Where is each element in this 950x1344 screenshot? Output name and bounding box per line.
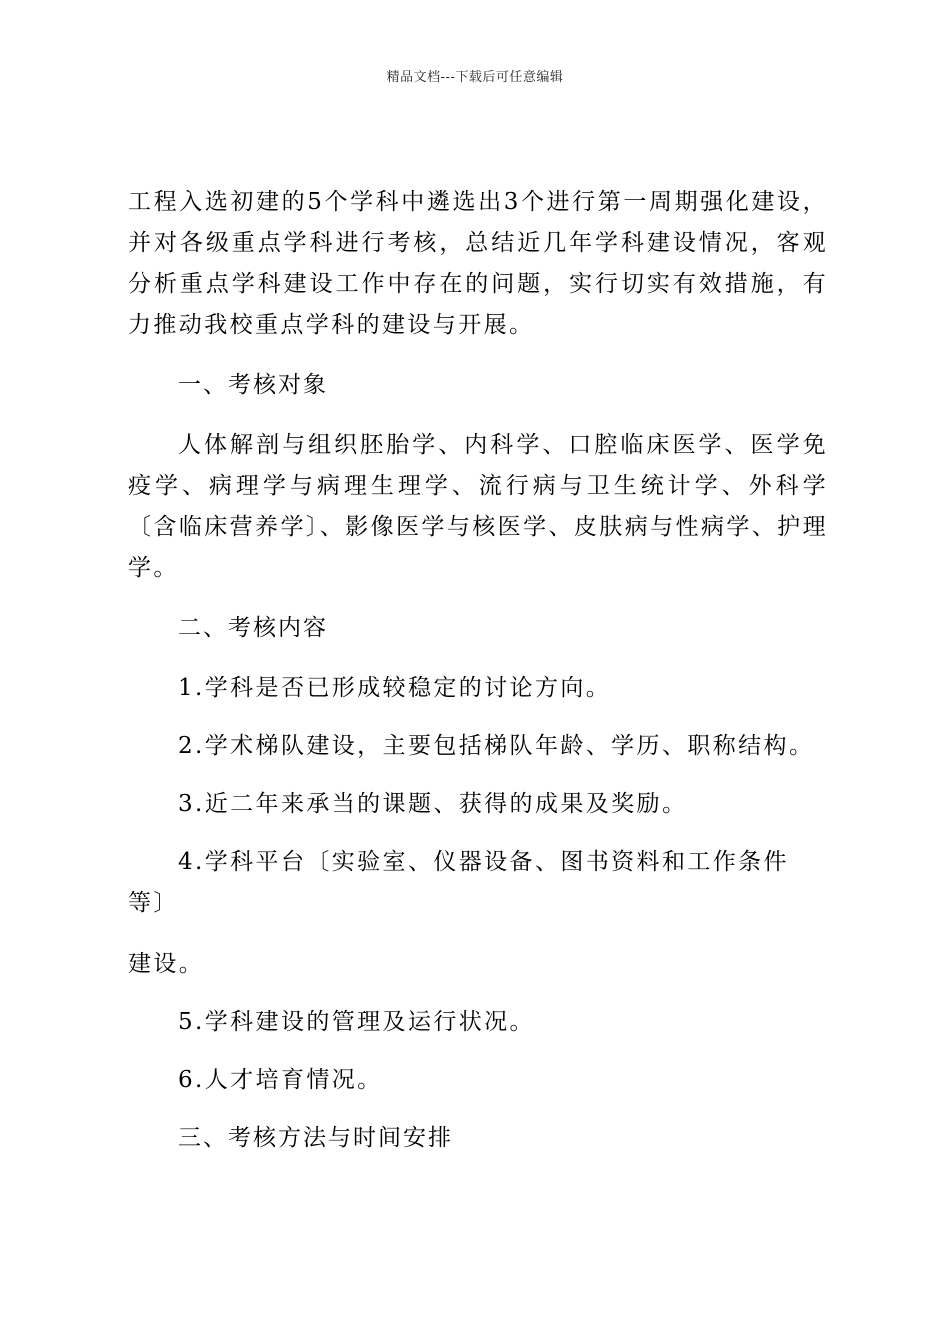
page-header: 精品文档---下载后可任意编辑 bbox=[386, 70, 564, 85]
list-item: 5.学科建设的管理及运行状况。 bbox=[178, 1009, 535, 1035]
section-heading-1: 一、考核对象 bbox=[178, 372, 328, 398]
intro-paragraph: 工程入选初建的5个学科中遴选出3个进行第一周期强化建设，并对各级重点学科进行考核，总结近几年学科建设情况，客观分析重点学科建设工作中存在的问题，实行切实有效措施，有力推动我校重点学科的建设与开展。 bbox=[128, 189, 828, 338]
list-item: 4.学科平台〔实验室、仪器设备、图书资料和工作条件等〕 bbox=[128, 849, 789, 916]
section-heading-3: 三、考核方法与时间安排 bbox=[178, 1125, 453, 1151]
document-body bbox=[128, 182, 828, 1178]
list-item: 6.人才培育情况。 bbox=[178, 1067, 383, 1093]
list-item-continuation: 建设。 bbox=[128, 951, 205, 977]
list-item: 3.近二年来承当的课题、获得的成果及奖励。 bbox=[178, 791, 688, 817]
section-1-body: 人体解剖与组织胚胎学、内科学、口腔临床医学、医学免疫学、病理学与病理生理学、流行病与卫生统计学、外科学〔含临床营养学〕、影像医学与核医学、皮肤病与性病学、护理学。 bbox=[128, 432, 828, 581]
list-item: 1.学科是否已形成较稳定的讨论方向。 bbox=[178, 675, 612, 701]
section-heading-2: 二、考核内容 bbox=[178, 615, 328, 641]
list-item: 2.学术梯队建设，主要包括梯队年龄、学历、职称结构。 bbox=[178, 733, 815, 759]
